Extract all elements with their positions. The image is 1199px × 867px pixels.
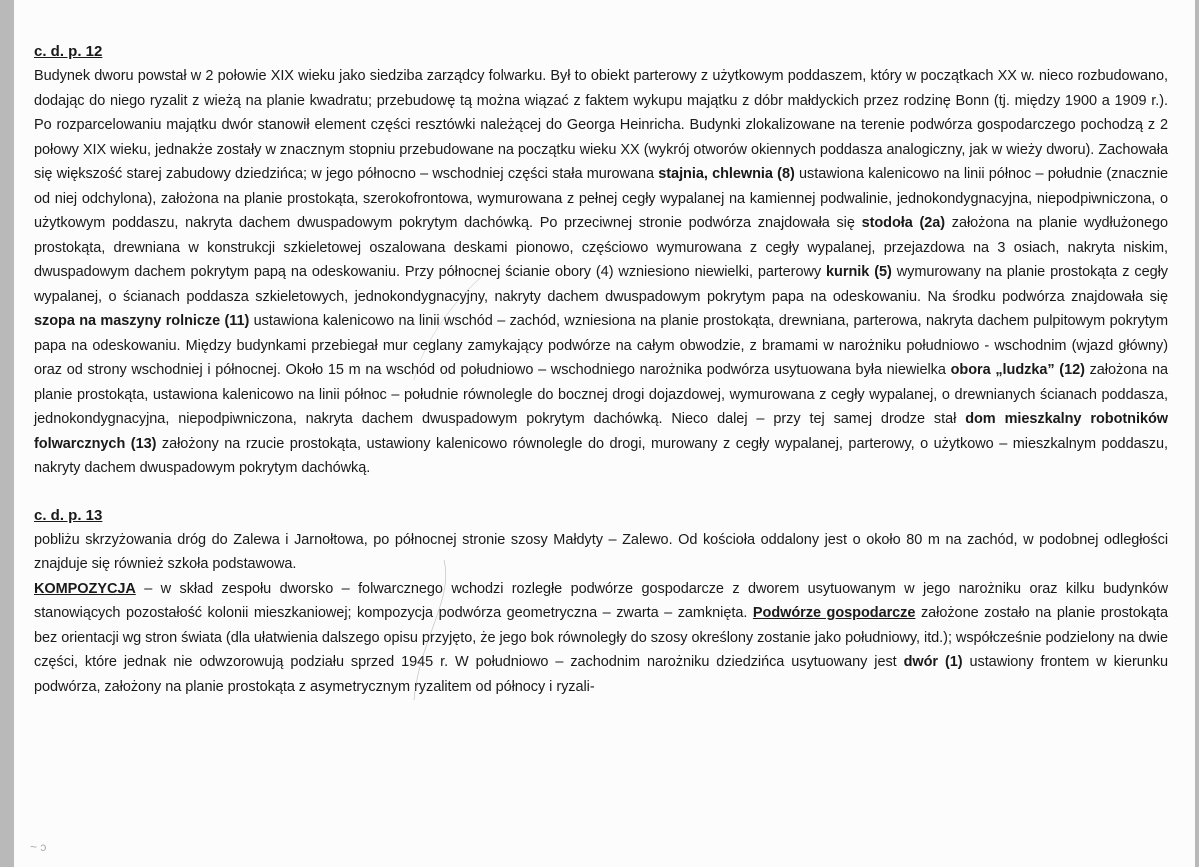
text-run: założony na rzucie prostokąta, ustawiony kalenicowo równolegle do drogi, murowany z cegły wypalanej, parterowy, o użytkowo – mieszkalnym poddaszu, nakryty dachem dwuspadowym pokrytym dachówką. — [34, 435, 1168, 476]
bold-term: szopa na maszyny rolnicze (11) — [34, 313, 250, 329]
bold-term: obora „ludzka” (12) — [950, 362, 1085, 378]
bold-term: stodoła (2a) — [861, 215, 946, 231]
text-run: wymurowany na planie prostokąta z cegły wypalanej, o ścianach poddasza szkieletowych, jednokondygnacyjny, nakryty dachem dwuspadowym pokrytym papa na odeskowaniu. Na środku podwórza znajdowała się — [34, 264, 1168, 305]
text-run: ustawiona kalenicowo na linii wschód – zachód, wzniesiona na planie prostokąta, drewniana, parterowa, nakryta dachem pulpitowym pokrytym papa na odeskowaniu. Między budynkami przebiegał mur ceglany zamykający podwórze na całym obwodzie, z bramami w narożniku południowo - wschodnim (wjazd główny) oraz od strony wschodniej i północnej. Około 15 m na wschód od południowo – wschodniego narożnika podwórza usytuowana była niewielka — [34, 313, 1168, 378]
description-paragraph-p12 — [34, 64, 1168, 481]
text-run: założona na planie wydłużonego prostokąta, drewniana w konstrukcji szkieletowej oszalowana deskami pionowo, częściowo wymurowana z cegły wypalanej, przejazdowa na 3 osiach, nakryta niskim, dwuspadowym dachem pokrytym papą na odeskowaniu. Przy północnej ścianie obory (4) wzniesiono niewielki, parterowy — [34, 215, 1168, 280]
corner-mark: ~ ↄ — [30, 840, 47, 854]
bold-term: stajnia, chlewnia (8) — [658, 166, 795, 182]
text-run: – w skład zespołu dworsko – folwarcznego wchodzi rozległe podwórze gospodarcze z dworem usytuowanym w jego narożniku oraz kilku budynków stanowiących pozostałość kolonii mieszkaniowej; kompozycja podwórza geometryczna – zwarta – zamknięta. — [34, 580, 1168, 621]
bold-term: dom mieszkalny robotników folwarcznych (13) — [34, 411, 1169, 452]
bold-term: kurnik (5) — [826, 264, 892, 280]
bold-term: dwór (1) — [903, 654, 963, 670]
scanned-page — [14, 0, 1195, 867]
document-body — [34, 40, 1168, 699]
underlined-term: Podwórze gospodarcze — [752, 605, 916, 621]
text-run: założone zostało na planie prostokąta bez orientacji wg stron świata (dla ułatwienia dalszego opisu przyjęto, że jego bok równoległy do szosy określony zostanie jako południowy, itd.); współcześnie podzielony na dwie części, które jednak nie odwzorowują podziału sprzed 1945 r. W południowo – zachodnim narożniku dziedzińca usytuowany jest — [34, 605, 1169, 670]
text-run: ustawiona kalenicowo na linii północ – południe (znacznie od niej odchylona), założona na planie prostokąta, szerokofrontowa, wymurowana z pełnej cegły wypalanej na kamiennej podwalinie, jednokondygnacyjna, niepodpiwniczona, o użytkowym poddaszu, nakryta dachem dwuspadowym pokrytym dachówką. Po przeciwnej stronie podwórza znajdowała się — [34, 166, 1169, 231]
section-heading-p13: c. d. p. 13 — [34, 506, 103, 524]
text-run: ustawiony frontem w kierunku podwórza, założony na planie prostokąta z asymetrycznym ryzalitem od północy i ryzali- — [34, 654, 1168, 695]
location-paragraph-p13: pobliżu skrzyżowania dróg do Zalewa i Jarnołtowa, po północnej stronie szosy Małdyty – Zalewo. Od kościoła oddalony jest o około 80 m na zachód, w podobnej odległości znajduje się również szkoła podstawowa. — [34, 531, 1168, 572]
section-heading-p12: c. d. p. 12 — [34, 43, 103, 60]
text-run: Budynek dworu powstał w 2 połowie XIX wieku jako siedziba zarządcy folwarku. Był to obiekt parterowy z użytkowym poddaszem, który w początkach XX w. nieco rozbudowano, dodając do niego ryzalit z wieżą na planie kwadratu; przebudowę tą można wiązać z faktem wykupu majątku z dóbr małdyckich przez rodzinę Bonn (tj. między 1900 a 1909 r.). Po rozparcelowaniu majątku dwór stanowił element części resztówki należącej do Georga Heinricha. Budynki zlokalizowane na terenie podwórza gospodarczego pochodzą z 2 połowy XIX wieku, jednakże zostały w znacznym stopniu przebudowane na początku wieku XX (wykrój otworów okiennych poddasza analogiczny, jak w wieży dworu). Zachowała się większość starej zabudowy dziedzińca; w jego północno – wschodniej części stała murowana — [34, 68, 1168, 182]
composition-paragraph-p13 — [34, 577, 1168, 700]
text-run: założona na planie prostokąta, ustawiona kalenicowo na linii północ – południe równolegle do bocznej drogi dojazdowej, wymurowana z cegły wypalanej, o drewnianych ścianach poddasza, jednokondygnacyjna, niepodpiwniczona, nakryta dachem dwuspadowym pokrytym dachówką. Nieco dalej – przy tej samej drodze stał — [34, 362, 1168, 427]
underlined-term: KOMPOZYCJA — [34, 580, 136, 597]
